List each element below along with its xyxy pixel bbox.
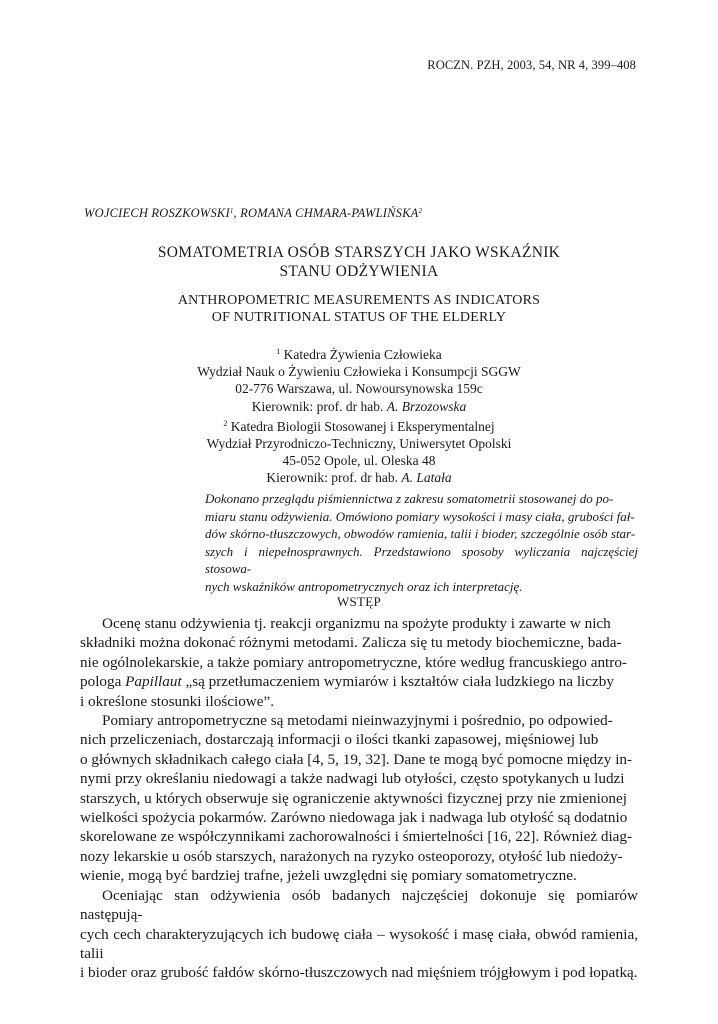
abstract-line: szych i niepełnosprawnych. Przedstawiono sposoby wyliczania najczęściej stosowa- [205, 543, 638, 576]
paragraph-line: wielkości spożycia pokarmów. Zarówno niedowaga jak i nadwaga lub otyłość są dodatnio [80, 809, 628, 827]
affiliation-1-dept: Katedra Żywienia Człowieka [280, 347, 442, 362]
paragraph-text: „są przetłumaczeniem wymiarów i kształtów ciała ludzkiego na liczby [181, 673, 614, 691]
paragraph-line [80, 672, 638, 691]
paragraph-line: nymi przy określaniu niedowagi a także nadwagi lub otyłości, często spotykanych u ludzi [80, 770, 625, 788]
paragraph-line: nich przeliczeniach, dostarczają informacji o ilości tkanki zapasowej, mięśniowej lub [80, 731, 599, 749]
paragraph-text: pologa [80, 673, 126, 691]
abstract-line: miaru stanu odżywienia. Omówiono pomiary wysokości i masy ciała, grubości fał- [205, 508, 635, 524]
title-polish [80, 243, 638, 281]
author-2: ROMANA CHMARA-PAWLIŃSKA [240, 206, 419, 220]
paragraph-3 [80, 886, 638, 983]
author-1-affiliation-mark: 1 [229, 207, 234, 215]
affiliation-2-head-label: Kierownik: prof. dr hab. [266, 470, 402, 486]
affiliation-2-dept: Katedra Biologii Stosowanej i Eksperymentalnej [227, 418, 495, 434]
title-english-line: OF NUTRITIONAL STATUS OF THE ELDERLY [211, 310, 507, 325]
affiliation-2-name [80, 415, 638, 435]
paragraph-line: Pomiary antropometryczne są metodami nieinwazyjnymi i pośrednio, po odpowied- [102, 712, 613, 730]
journal-citation: ROCZN. PZH, 2003, 54, NR 4, 399–408 [427, 58, 636, 72]
author-1: WOJCIECH ROSZKOWSKI [84, 206, 230, 220]
title-english-line: ANTHROPOMETRIC MEASUREMENTS AS INDICATORS [177, 293, 541, 308]
authors [84, 206, 422, 221]
title-english [80, 292, 638, 326]
author-separator: , [233, 206, 241, 220]
abstract-line: Dokonano przeglądu piśmiennictwa z zakresu somatometrii stosowanej do po- [205, 491, 614, 506]
paragraph-line: nozy lekarskie u osób starszych, narażonych na ryzyko osteoporozy, otyłość lub niedoży- [80, 847, 623, 865]
affiliation-1-faculty: Wydział Nauk o Żywieniu Człowieka i Konsumpcji SGGW [197, 364, 521, 380]
title-polish-line: STANU ODŻYWIENIA [279, 263, 439, 280]
affiliation-2-faculty: Wydział Przyrodniczo-Techniczny, Uniwersytet Opolski [206, 436, 512, 452]
paragraph-line: o głównych składnikach całego ciała [4, 5, 19, 32]. Dane te mogą być pomocne między in- [80, 750, 633, 768]
affiliation-2-head [80, 469, 638, 486]
affiliation-1-mark: 1 [276, 347, 281, 356]
cited-name: Papillaut [125, 673, 182, 691]
affiliation-1-name [80, 343, 638, 363]
affiliation-1-head [80, 398, 638, 415]
affiliations [80, 343, 638, 487]
abstract-line: dów skórno-tłuszczowych, obwodów ramienia, talii i bioder, szczególnie osób star- [205, 526, 636, 541]
paragraph-line: wienie, mogą być bardziej trafne, jeżeli uwzględni się pomiary somatometryczne. [80, 867, 577, 885]
paragraph-line: i określone stosunki ilościowe”. [80, 692, 275, 710]
author-2-affiliation-mark: 2 [418, 207, 423, 215]
paragraph-line: skorelowane ze współczynnikami zachorowalności i śmiertelności [16, 22]. Również diag- [80, 828, 633, 846]
paragraph-line: i bioder oraz grubość fałdów skórno-tłuszczowych nad mięśniem trójgłowym i pod łopatką. [80, 964, 638, 982]
affiliation-2-head-name: A. Latała [401, 470, 452, 486]
paragraph-line: cych cech charakteryzujących ich budowę ciała – wysokość i masę ciała, obwód ramienia, talii [80, 925, 638, 962]
affiliation-1-head-label: Kierownik: prof. dr hab. [251, 398, 387, 414]
paragraph-line: składniki można dokonać różnymi metodami. Zalicza się tu metody biochemiczne, bada- [80, 634, 622, 652]
title-polish-line: SOMATOMETRIA OSÓB STARSZYCH JAKO WSKAŹNIK [157, 244, 561, 261]
paragraph-1 [80, 614, 638, 711]
paragraph-line: Oceniając stan odżywienia osób badanych najczęściej dokonuje się pomiarów następują- [80, 886, 638, 924]
body-text [80, 614, 638, 983]
affiliation-1-head-name: A. Brzozowska [386, 398, 467, 414]
paragraph-2 [80, 711, 638, 886]
affiliation-1-address: 02-776 Warszawa, ul. Nowoursynowska 159c [235, 381, 483, 397]
paragraph-line: Ocenę stanu odżywienia tj. reakcji organizmu na spożyte produkty i zawarte w nich [102, 615, 611, 632]
affiliation-2-mark: 2 [223, 418, 228, 428]
section-heading: WSTĘP [336, 594, 382, 609]
paragraph-line: starszych, u których obserwuje się ograniczenie aktywności fizycznej przy nie zmienionej [80, 789, 627, 807]
affiliation-2-address: 45-052 Opole, ul. Oleska 48 [282, 453, 436, 469]
abstract-line: nych wskaźników antropometrycznych oraz ich interpretację. [205, 578, 523, 594]
abstract [205, 490, 638, 595]
paragraph-line: nie ogólnolekarskie, a także pomiary antropometryczne, które według francuskiego antro- [80, 653, 627, 671]
